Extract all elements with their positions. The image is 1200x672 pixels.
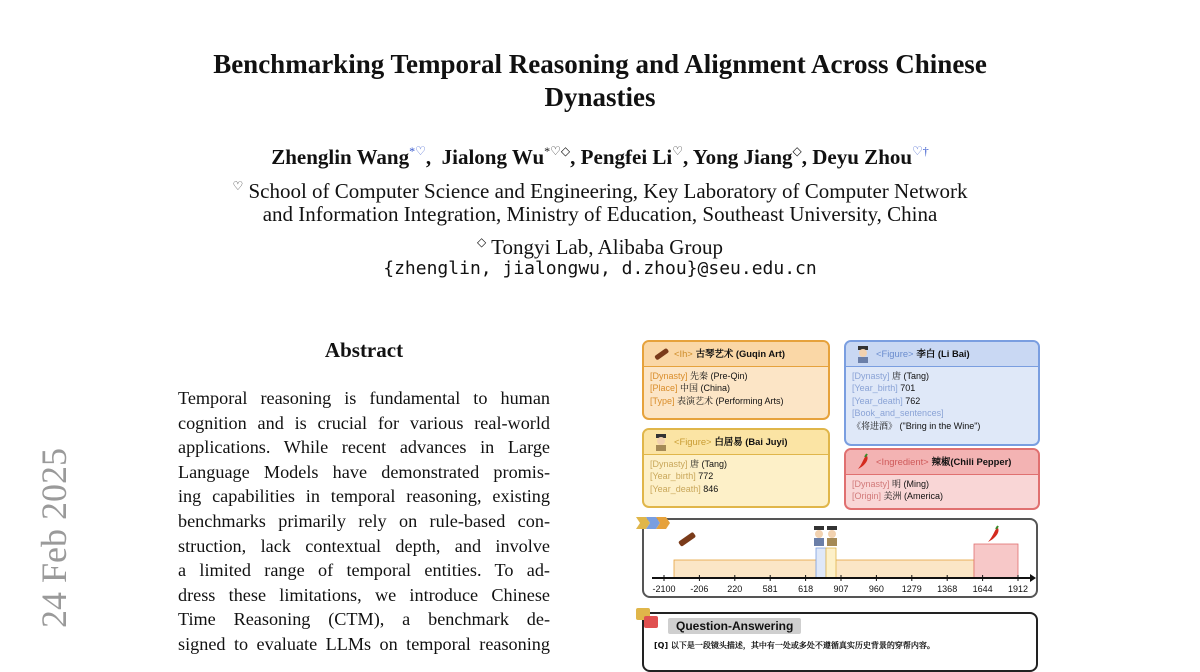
abstract-line: signed to evaluate LLMs on temporal reasoning <box>178 633 550 654</box>
arxiv-date-text: 24 Feb 2025 <box>34 448 74 628</box>
qa-question: [Q] 以下是一段镜头描述，其中有一处或多处不遵循真实历史背景的穿帮内容。 <box>654 641 935 650</box>
card-baijuyi-header <box>644 430 828 455</box>
arxiv-date-stamp <box>28 420 78 630</box>
chili-pepper-icon <box>988 526 999 542</box>
affiliation-southeast-cont <box>0 200 1200 228</box>
chat-bubble-icon <box>634 606 664 636</box>
card-guqin-attrs <box>644 367 828 410</box>
timeline-arrow <box>1030 574 1036 582</box>
timeline-tick-label: -206 <box>690 584 709 594</box>
abstract-line: struction, lack contextual depth, and involve <box>178 535 550 556</box>
abstract-line: ing capabilities in temporal reasoning, existing <box>178 486 550 507</box>
attr-value: 中国 (China) <box>680 383 731 394</box>
timeline-tick-label: 220 <box>727 584 743 594</box>
card-tag: <Figure> <box>876 347 914 359</box>
attr-key: [Dynasty] <box>650 459 688 469</box>
card-libai <box>844 340 1040 446</box>
card-guqin-header <box>644 342 828 367</box>
card-pepper-header <box>846 450 1038 475</box>
affiliation-tongyi-text: Tongyi Lab, Alibaba Group <box>491 235 723 259</box>
timeline-tick-label: -2100 <box>652 584 676 594</box>
timeline-svg <box>644 520 1036 596</box>
abstract-body <box>178 386 550 657</box>
abstract-line: Language Models have demonstrated promis- <box>178 461 550 482</box>
chili-pepper-icon <box>854 453 872 471</box>
card-title: 白居易 (Bai Juyi) <box>714 435 788 447</box>
author-marks: ♡ <box>672 144 684 158</box>
scholar-icon <box>854 345 872 363</box>
card-pepper-attrs <box>846 475 1038 506</box>
card-tag: <Ih> <box>674 347 693 359</box>
timeline-span-baijuyi <box>826 548 836 578</box>
card-baijuyi-attrs <box>644 455 828 498</box>
author-marks: *♡ <box>409 144 426 158</box>
guqin-icon <box>678 532 696 547</box>
attr-value: 唐 (Tang) <box>690 459 728 469</box>
abstract-line: Temporal reasoning is fundamental to human <box>178 388 550 408</box>
timeline-tick-label: 907 <box>833 584 849 594</box>
timeline-tick-label: 1644 <box>972 584 993 594</box>
author-name: Pengfei Li <box>580 145 673 169</box>
abstract-line: dress these limitations, we introduce Chinese <box>178 584 550 605</box>
timeline-tick-label: 960 <box>868 584 884 594</box>
affiliation-tongyi <box>0 228 1200 261</box>
pointer-arrows-icon <box>634 512 674 534</box>
paper-title-line2: Dynasties <box>544 82 656 112</box>
card-guqin <box>642 340 830 420</box>
affiliation-line1: School of Computer Science and Engineering, Key Laboratory of Computer Network <box>248 179 968 203</box>
card-title: 李白 (Li Bai) <box>916 347 970 359</box>
author-emails: {zhenglin, jialongwu, d.zhou}@seu.edu.cn <box>383 258 817 279</box>
attr-key: [Dynasty] <box>650 371 688 381</box>
affiliation-line2: and Information Integration, Ministry of Education, Southeast University, China <box>262 202 938 226</box>
scholar-icon <box>827 526 837 546</box>
heart-mark: ♡ <box>232 179 244 193</box>
timeline-tick-label: 618 <box>798 584 814 594</box>
card-title: 辣椒(Chili Pepper) <box>931 455 1012 467</box>
card-pepper <box>844 448 1040 510</box>
timeline-span-libai <box>816 548 826 578</box>
attr-key: [Dynasty] <box>852 371 890 381</box>
paper-title-line1: Benchmarking Temporal Reasoning and Alignment Across Chinese <box>213 49 987 79</box>
attr-value: 唐 (Tang) <box>892 371 930 381</box>
author-name: Deyu Zhou <box>812 145 913 169</box>
scholar-icon <box>814 526 824 546</box>
attr-key: [Place] <box>650 383 678 394</box>
overview-figure <box>634 336 1044 648</box>
attr-key: [Type] <box>650 395 675 406</box>
attr-value: 《将进酒》 ("Bring in the Wine") <box>852 420 981 431</box>
attr-key: [Book_and_sentences] <box>852 408 944 419</box>
card-libai-header <box>846 342 1038 367</box>
attr-value: 772 <box>698 471 714 482</box>
dynasty-timeline <box>642 518 1038 598</box>
abstract-line: applications. While recent advances in Large <box>178 437 550 458</box>
scholar-icon <box>652 433 670 451</box>
author-name: Jialong Wu <box>441 145 545 169</box>
card-libai-attrs <box>846 367 1038 435</box>
diamond-mark: ◇ <box>477 235 487 249</box>
attr-value: 701 <box>900 383 916 394</box>
attr-value: 762 <box>905 395 921 406</box>
timeline-tick-label: 1279 <box>901 584 922 594</box>
abstract-heading: Abstract <box>324 338 404 362</box>
card-tag: <Figure> <box>674 435 712 447</box>
paper-title <box>0 48 1200 114</box>
author-name: Yong Jiang <box>692 145 793 169</box>
card-baijuyi <box>642 428 830 508</box>
attr-key: [Origin] <box>852 491 882 502</box>
attr-key: [Year_death] <box>650 483 701 494</box>
attr-key: [Year_birth] <box>650 471 696 482</box>
attr-key: [Dynasty] <box>852 479 890 489</box>
qa-label: Question-Answering <box>668 618 801 634</box>
abstract-line: cognition and is crucial for various real-world <box>178 412 550 433</box>
author-marks: ♡† <box>912 144 929 158</box>
timeline-tick-label: 1912 <box>1007 584 1029 594</box>
attr-value: 美洲 (America) <box>883 491 944 502</box>
timeline-tick-label: 581 <box>762 584 778 594</box>
author-marks: *♡◇ <box>544 144 571 158</box>
abstract-line: a limited range of temporal entities. To ad- <box>178 560 550 581</box>
attr-value: 明 (Ming) <box>892 479 930 489</box>
abstract-line: benchmarks primarily rely on rule-based con- <box>178 510 550 531</box>
attr-value: 表演艺术 (Performing Arts) <box>677 395 784 406</box>
timeline-span-pepper <box>974 544 1018 578</box>
card-title: 古琴艺术 (Guqin Art) <box>695 347 786 359</box>
attr-key: [Year_birth] <box>852 383 898 394</box>
question-answering-box <box>642 612 1038 672</box>
card-tag: <Ingredient> <box>876 455 929 467</box>
author-marks: ◇ <box>792 144 802 158</box>
abstract-line: Time Reasoning (CTM), a benchmark de- <box>178 609 550 630</box>
attr-value: 846 <box>703 483 719 494</box>
guqin-icon <box>652 345 670 363</box>
attr-value: 先秦 (Pre-Qin) <box>690 371 748 381</box>
timeline-tick-label: 1368 <box>937 584 958 594</box>
attr-key: [Year_death] <box>852 395 903 406</box>
author-list: Zhenglin Wang*♡, Jialong Wu*♡◇, Pengfei Li♡, Yong Jiang◇, Deyu Zhou♡† <box>271 144 929 169</box>
author-name: Zhenglin Wang <box>271 145 410 169</box>
